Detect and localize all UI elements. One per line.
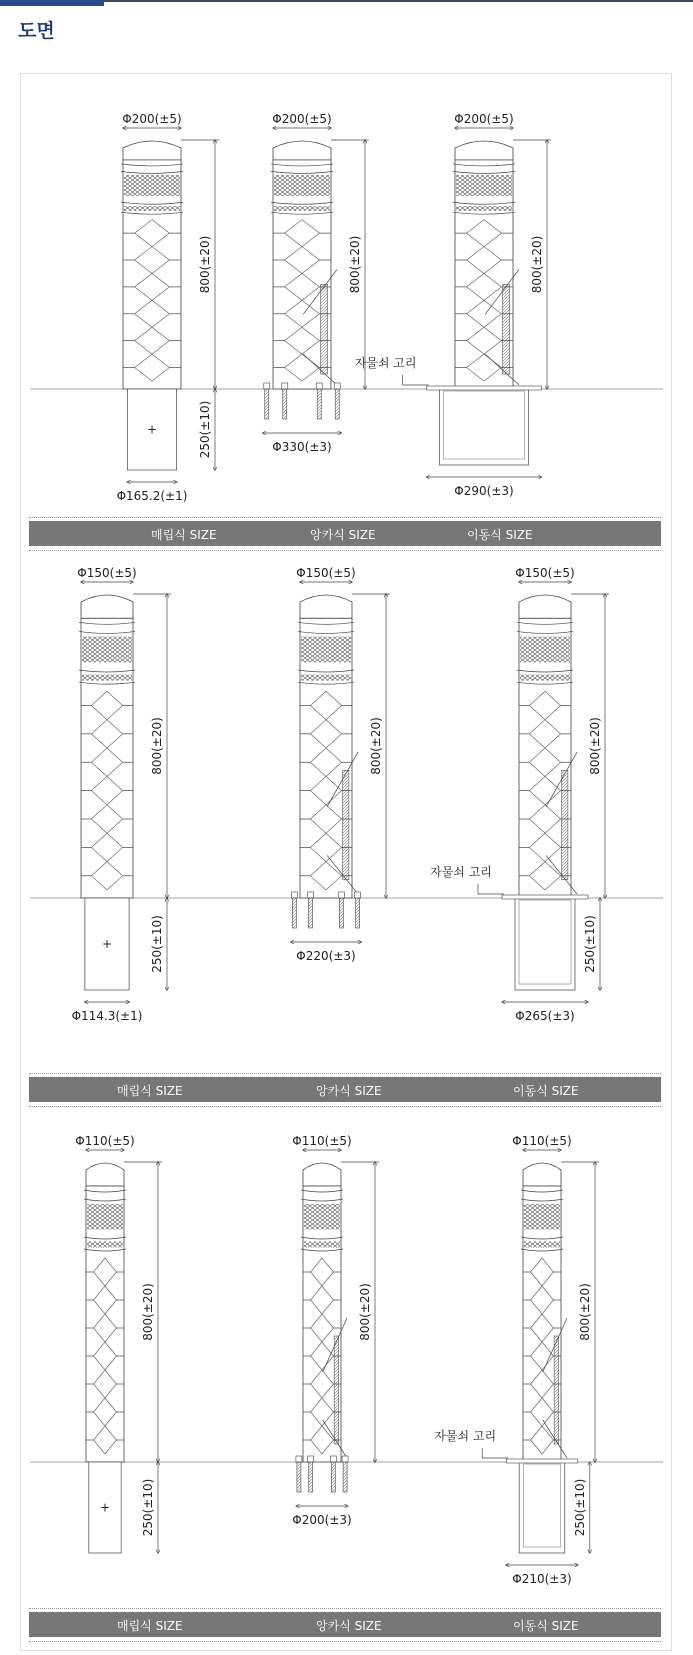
internal-sleeve [554,1336,559,1444]
top-diameter-label: Φ150(±5) [515,566,575,580]
type-label: 매립식 SIZE [117,1084,183,1098]
reflective-band [87,1204,123,1230]
type-label: 매립식 SIZE [117,1619,183,1633]
anchor-bolt [292,898,296,928]
sleeve-box [519,1460,565,1553]
reflective-band [524,1242,560,1248]
reflective-band [274,206,330,211]
bollard-post [84,1163,126,1462]
type-label: 앙카식 SIZE [316,1619,382,1633]
internal-sleeve [321,284,328,374]
anchor-bolt [339,898,343,928]
base-plate [506,1459,578,1463]
reflective-band [524,1204,560,1230]
reflective-band [124,206,180,211]
page-title: 도면 [18,20,55,42]
bollard-post [517,595,573,898]
anchor-bolt [343,1462,347,1492]
center-mark: + [99,1500,111,1515]
height-label: 800(±20) [150,717,164,775]
anchor-nut [334,383,340,389]
reflective-band [82,675,132,681]
height-label: 800(±20) [348,235,362,294]
post-cap [303,1163,341,1186]
anchor-bolt [331,1462,335,1492]
depth-label: 250(±10) [141,1478,155,1537]
anchor-bolt [265,389,269,419]
base-diameter-label: Φ114.3(±1) [71,1009,143,1023]
section-2-size-bar [29,1077,661,1102]
divider-dots [29,1641,661,1642]
base-diameter-label: Φ210(±3) [512,1572,572,1586]
lock-ring-label: 자물쇠 고리 [354,356,417,370]
post-cap [86,1163,124,1186]
type-label: 앙카식 SIZE [316,1084,382,1098]
anchor-bolt [335,389,339,419]
reflective-band [301,675,351,681]
anchor-nut [338,892,344,898]
top-diameter-label: Φ110(±5) [75,1134,135,1148]
divider-dots [29,1608,661,1609]
center-mark: + [101,937,113,951]
anchor-nut [355,892,361,898]
post-cap [455,141,513,160]
anchor-nut [308,1456,314,1462]
reflective-band [82,637,132,663]
base-plate [427,386,542,390]
type-label: 이동식 SIZE [513,1619,579,1633]
anchor-nut [308,892,314,898]
internal-sleeve [334,1336,339,1444]
post-cap [273,141,331,160]
anchor-bolt [309,1462,313,1492]
height-label: 800(±20) [530,235,544,294]
post-cap [519,595,571,618]
anchor-nut [282,383,288,389]
top-diameter-label: Φ200(±5) [454,112,514,126]
reflective-band [304,1204,340,1230]
base-diameter-label: Φ200(±3) [292,1513,352,1527]
bollard-post [79,595,135,898]
internal-sleeve [562,770,568,879]
anchor-bolt [297,1462,301,1492]
post-cap [523,1163,561,1186]
reflective-band [520,637,570,663]
internal-sleeve [503,284,510,374]
height-label: 800(±20) [141,1283,155,1341]
depth-label: 250(±10) [198,400,212,459]
type-label: 이동식 SIZE [513,1084,579,1098]
reflective-band [304,1242,340,1248]
anchor-nut [316,383,322,389]
section-3-size-bar [29,1612,661,1637]
base-diameter-label: Φ330(±3) [272,440,332,454]
anchor-bolt [283,389,287,419]
lock-ring-label: 자물쇠 고리 [434,1429,497,1443]
anchor-bolt [317,389,321,419]
bollard-post [298,595,354,898]
top-diameter-label: Φ110(±5) [512,1134,572,1148]
base-diameter-label: Φ165.2(±1) [116,489,188,503]
sleeve-box [515,896,575,990]
bollard-post [271,141,333,389]
anchor-nut [330,1456,336,1462]
reflective-band [274,175,330,196]
divider-dots [29,1073,661,1074]
top-diameter-label: Φ200(±5) [122,112,182,126]
height-label: 800(±20) [358,1283,372,1341]
sleeve-box [440,387,529,465]
height-label: 800(±20) [198,235,212,294]
type-label: 매립식 SIZE [151,528,217,542]
base-diameter-label: Φ220(±3) [296,949,356,963]
height-label: 800(±20) [588,717,602,775]
reflective-band [301,637,351,663]
base-diameter-label: Φ265(±3) [515,1009,575,1023]
internal-sleeve [343,770,349,879]
post-cap [300,595,352,618]
anchor-nut [342,1456,348,1462]
depth-label: 250(±10) [150,915,164,973]
divider-dots [29,550,661,551]
reflective-band [456,206,512,211]
anchor-bolt [356,898,360,928]
post-cap [123,141,181,160]
height-label: 800(±20) [369,717,383,775]
reflective-band [456,175,512,196]
depth-label: 250(±10) [572,1478,587,1537]
anchor-nut [296,1456,302,1462]
bollard-post [121,141,183,389]
bollard-post [301,1163,343,1462]
center-mark: + [146,422,158,437]
reflective-band [87,1242,123,1248]
type-label: 앙카식 SIZE [310,528,376,542]
top-diameter-label: Φ200(±5) [272,112,332,126]
section-1-size-bar [29,521,661,546]
depth-label: 250(±10) [583,915,597,973]
height-label: 800(±20) [578,1283,592,1341]
top-diameter-label: Φ150(±5) [296,566,356,580]
top-diameter-label: Φ110(±5) [292,1134,352,1148]
bollard-post [521,1163,563,1462]
anchor-nut [291,892,297,898]
type-label: 이동식 SIZE [467,528,533,542]
reflective-band [124,175,180,196]
post-cap [81,595,133,618]
divider-dots [29,517,661,518]
bollard-post [453,141,515,389]
top-diameter-label: Φ150(±5) [77,566,137,580]
lock-ring-label: 자물쇠 고리 [430,865,492,879]
anchor-nut [264,383,270,389]
base-diameter-label: Φ290(±3) [454,484,514,498]
base-plate [502,895,588,899]
divider-dots [29,1106,661,1107]
anchor-bolt [309,898,313,928]
reflective-band [520,675,570,681]
